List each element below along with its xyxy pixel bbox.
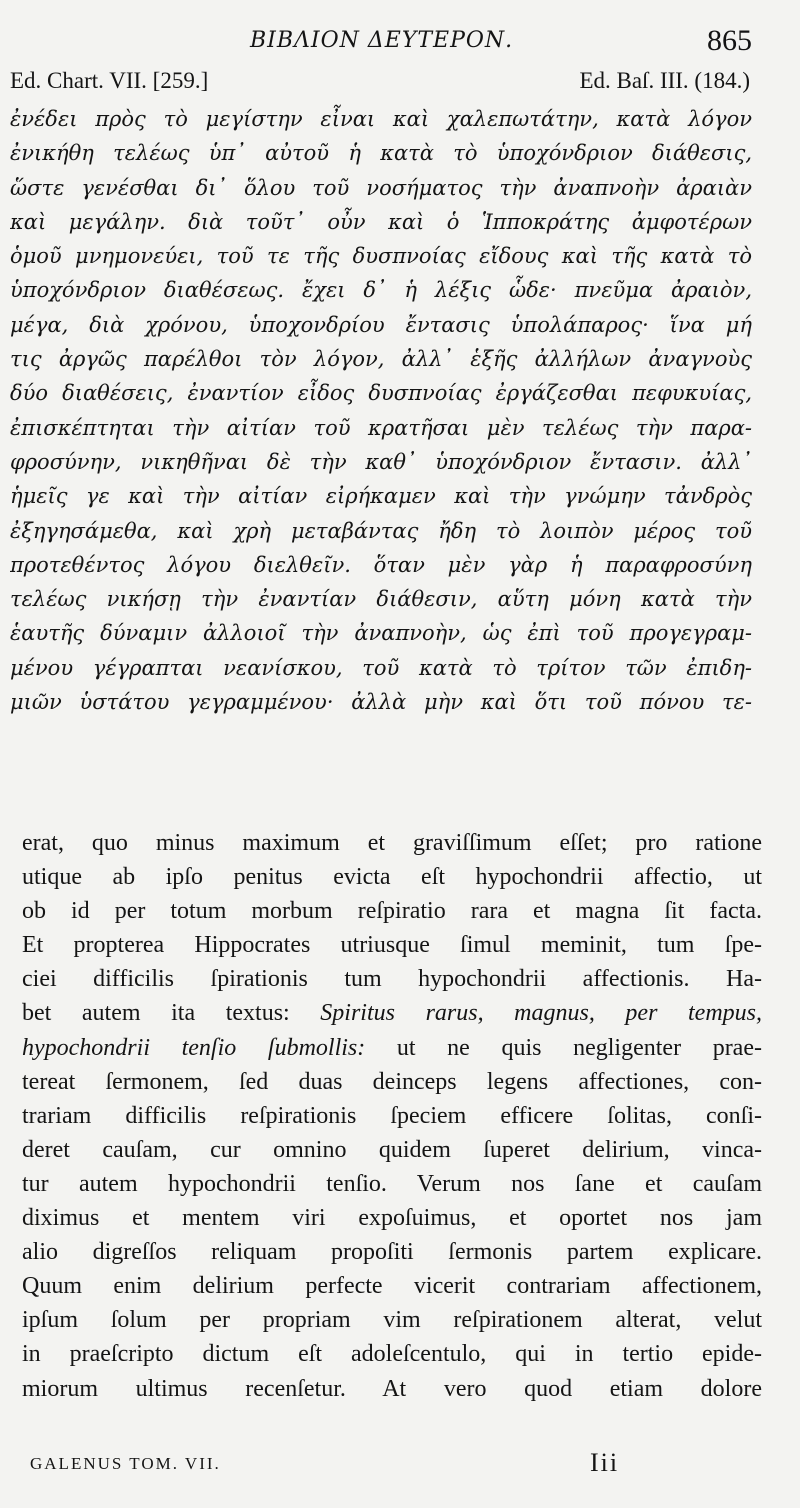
greek-text-line: ἐνέδει πρὸς τὸ μεγίστην εἶναι καὶ χαλεπωτάτην, κατὰ λόγον [10, 107, 752, 131]
latin-text-line [22, 1201, 762, 1235]
running-head [0, 24, 800, 64]
latin-roman-segment: Et propterea Hippocrates utriusque ſimul meminit, tum ſpe- [22, 932, 762, 959]
page-number: 865 [707, 24, 752, 57]
latin-text-line [22, 1167, 762, 1201]
printer-signature-line: GALENUS TOM. VII. [30, 1454, 221, 1473]
edition-basel-ref: Ed. Baſ. III. (184.) [579, 68, 750, 93]
greek-text-line: ὑποχόνδριον διαθέσεως. ἔχει δ᾽ ἡ λέξις ὧδε· πνεῦμα ἀραιὸν, [10, 278, 752, 303]
latin-roman-segment: ciei difficilis ſpirationis tum hypochondrii affectionis. Ha- [22, 966, 762, 993]
latin-roman-segment: ut ne quis negligenter prae- [396, 1034, 762, 1061]
latin-text-line [22, 962, 762, 996]
greek-text-line: καὶ μεγάλην. διὰ τοῦτ᾽ οὖν καὶ ὁ Ἱπποκράτης ἀμφοτέρων [10, 209, 752, 234]
signature-mark: Iii [590, 1448, 620, 1477]
latin-text-line [22, 894, 762, 928]
edition-chartier-ref: Ed. Chart. VII. [259.] [10, 68, 209, 93]
latin-text-block [22, 826, 762, 1406]
greek-text-line: ὥστε γενέσθαι δι᾽ ὅλου τοῦ νοσήματος τὴν ἀναπνοὴν ἀραιὰν [10, 175, 752, 200]
latin-text-line [22, 1235, 762, 1269]
latin-roman-segment: utique ab ipſo penitus evicta eſt hypochondrii affectio, ut [22, 864, 762, 891]
greek-text-line: φροσύνην, νικηθῆναι δὲ τὴν καθ᾽ ὑποχόνδριον ἔντασιν. ἀλλ᾽ [10, 449, 752, 474]
greek-text-line: τελέως νικήσῃ τὴν ἐναντίαν διάθεσιν, αὕτη μόνη κατὰ τὴν [10, 587, 752, 612]
latin-roman-segment: ipſum ſolum per propriam vim reſpirationem alterat, velut [22, 1307, 762, 1334]
latin-roman-segment: alio digreſſos reliquam propoſiti ſermonis partem explicare. [22, 1239, 762, 1266]
greek-text-block [10, 102, 752, 719]
latin-roman-segment: deret cauſam, cur omnino quidem ſuperet delirium, vinca- [22, 1136, 762, 1163]
latin-roman-segment: ob id per totum morbum reſpiratio rara et magna ſit facta. [22, 898, 762, 925]
latin-roman-segment: miorum ultimus recenſetur. At vero quod etiam dolore [22, 1375, 762, 1402]
edition-reference-line [10, 68, 750, 98]
latin-roman-segment: bet autem ita textus: [22, 1000, 321, 1027]
latin-roman-segment: Quum enim delirium perfecte vicerit contrariam affectionem, [22, 1273, 762, 1300]
greek-text-line: ἐνικήθη τελέως ὑπ᾽ αὐτοῦ ἡ κατὰ τὸ ὑποχόνδριον διάθεσις, [10, 141, 752, 166]
greek-text-line: δύο διαθέσεις, ἐναντίον εἶδος δυσπνοίας ἐργάζεσθαι πεφυκυίας, [10, 381, 752, 406]
greek-text-line: ἡμεῖς γε καὶ τὴν αἰτίαν εἰρήκαμεν καὶ τὴν γνώμην τἀνδρὸς [10, 484, 752, 509]
latin-text-line [22, 1133, 762, 1167]
greek-text-line: μιῶν ὑστάτου γεγραμμένου· ἀλλὰ μὴν καὶ ὅτι τοῦ πόνου τε- [10, 690, 752, 715]
greek-text-line: ἑαυτῆς δύναμιν ἀλλοιοῖ τὴν ἀναπνοὴν, ὡς ἐπὶ τοῦ προγεγραμ- [10, 621, 752, 646]
greek-text-line: μένου γέγραπται νεανίσκου, τοῦ κατὰ τὸ τρίτον τῶν ἐπιδη- [10, 655, 752, 680]
latin-text-line [22, 1065, 762, 1099]
latin-text-line [22, 860, 762, 894]
latin-roman-segment: tereat ſermonem, ſed duas deinceps legens affectiones, con- [22, 1068, 762, 1095]
latin-text-line [22, 928, 762, 962]
latin-text-line [22, 1372, 762, 1406]
latin-text-line [22, 1303, 762, 1337]
latin-roman-segment: tur autem hypochondrii tenſio. Verum nos ſane et cauſam [22, 1170, 762, 1197]
latin-text-line [22, 1031, 762, 1065]
greek-text-line: ἐξηγησάμεθα, καὶ χρὴ μεταβάντας ἤδη τὸ λοιπὸν μέρος τοῦ [10, 518, 752, 543]
greek-text-line: ὁμοῦ μνημονεύει, τοῦ τε τῆς δυσπνοίας εἴδους καὶ τῆς κατὰ τὸ [10, 244, 752, 269]
page-footer [30, 1448, 730, 1488]
latin-text-line [22, 1099, 762, 1133]
greek-text-line: προτεθέντος λόγου διελθεῖν. ὅταν μὲν γὰρ ἡ παραφροσύνη [10, 552, 752, 577]
latin-italic-segment: hypochondrii tenſio ſubmollis: [22, 1034, 397, 1061]
greek-text-line: τις ἀργῶς παρέλθοι τὸν λόγον, ἀλλ᾽ ἑξῆς ἀλλήλων ἀναγνοὺς [10, 347, 752, 372]
latin-roman-segment: in praeſcripto dictum eſt adoleſcentulo, qui in tertio epide- [22, 1341, 762, 1368]
latin-text-line [22, 826, 762, 860]
latin-text-line [22, 996, 762, 1030]
latin-roman-segment: diximus et mentem viri expoſuimus, et oportet nos jam [22, 1205, 762, 1232]
latin-text-line [22, 1269, 762, 1303]
running-title: ΒΙΒΛΙΟΝ ΔΕΥΤΕΡΟΝ. [250, 28, 514, 53]
latin-roman-segment: erat, quo minus maximum et graviſſimum eſſet; pro ratione [22, 830, 762, 856]
latin-text-line [22, 1337, 762, 1371]
latin-roman-segment: trariam difficilis reſpirationis ſpeciem efficere ſolitas, conſi- [22, 1102, 762, 1129]
latin-italic-segment: Spiritus rarus, magnus, per tempus, [320, 1000, 762, 1027]
greek-text-line: μέγα, διὰ χρόνου, ὑποχονδρίου ἔντασις ὑπολάπαρος· ἵνα μή [10, 312, 752, 337]
greek-text-line: ἐπισκέπτηται τὴν αἰτίαν τοῦ κρατῆσαι μὲν τελέως τὴν παρα- [10, 415, 752, 440]
